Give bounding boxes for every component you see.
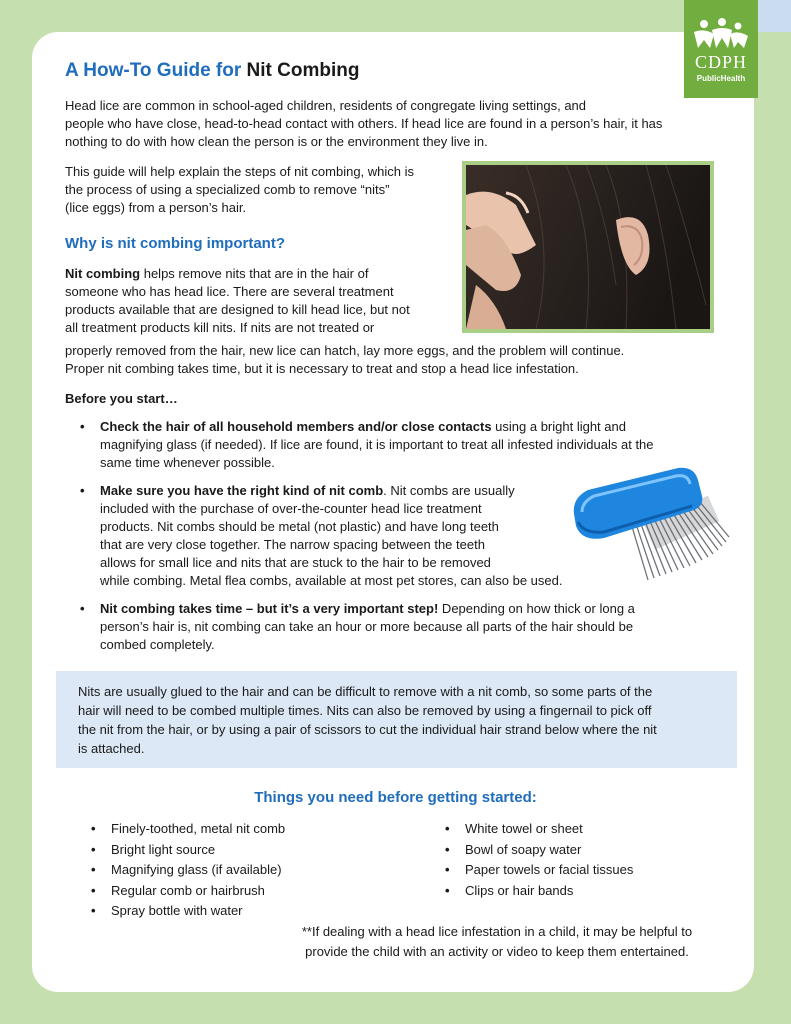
list-item: • Spray bottle with water — [111, 901, 411, 922]
people-logo-icon — [692, 18, 750, 52]
footnote: **If dealing with a head lice infestation in a child, it may be helpful to provide the child with an activity or video to keep them entertained. — [301, 924, 693, 959]
why-bold-lead: Nit combing — [65, 266, 141, 281]
list-item: • Clips or hair bands — [465, 881, 735, 902]
guide-line: This guide will help explain the steps of nit combing, which is — [65, 164, 415, 179]
intro-line: people who have close, head-to-head contact with others. If head lice are found in a person’s hair, it has — [65, 116, 663, 131]
bullet-bold: Nit combing takes time – but it’s a very important step! — [100, 601, 439, 616]
why-paragraph — [65, 265, 465, 337]
why-line: products available that are designed to kill head lice, but not — [65, 302, 410, 317]
list-item: • Nit combing takes time – but it’s a very important step! Depending on how thick or long a person’s hair is, nit combing can take an hour or more because all parts of the hair should be combed completely. — [100, 600, 735, 654]
list-item: • Paper towels or facial tissues — [465, 860, 735, 881]
before-list-3 — [100, 600, 735, 654]
corner-accent — [757, 0, 791, 32]
callout-text: Nits are usually glued to the hair and can be difficult to remove with a nit comb, so some parts of the hair will need to be combed multiple times. Nits can also be removed by using a fingernail to pick off the nit from the hair, or by using a pair of scissors to cut the individual hair strand below where the nit is attached. — [78, 684, 657, 756]
logo-sub: PublicHealth — [696, 74, 746, 83]
why-line: someone who has head lice. There are several treatment — [65, 284, 394, 299]
why-line: all treatment products kill nits. If nits are not treated or — [65, 320, 375, 335]
bullet-bold: Make sure you have the right kind of nit comb — [100, 483, 384, 498]
things-list-left — [111, 819, 411, 922]
list-item: • Check the hair of all household members and/or close contacts using a bright light and magnifying glass (if needed). If lice are found, it is important to treat all infested individuals at the same time whenever possible. — [100, 418, 735, 472]
callout-box — [56, 671, 737, 768]
bullet-bold: Check the hair of all household members and/or close contacts — [100, 419, 492, 434]
things-list-right — [465, 819, 735, 901]
guide-paragraph — [65, 163, 465, 217]
cdph-logo — [684, 0, 758, 98]
list-item: • Finely-toothed, metal nit comb — [111, 819, 411, 840]
guide-line: (lice eggs) from a person’s hair. — [65, 200, 247, 215]
why-line-rest: helps remove nits that are in the hair of — [140, 266, 369, 281]
title-main: Nit Combing — [246, 60, 360, 81]
intro-paragraph — [65, 97, 735, 151]
page-title — [65, 60, 359, 82]
list-item: • Bright light source — [111, 840, 411, 861]
intro-line: nothing to do with how clean the person is or the environment they live in. — [65, 134, 488, 149]
intro-line: Head lice are common in school-aged children, residents of congregate living settings, and — [65, 98, 587, 113]
why-paragraph-cont — [65, 342, 735, 378]
list-item: • White towel or sheet — [465, 819, 735, 840]
list-item: • Magnifying glass (if available) — [111, 860, 411, 881]
hair-photo — [462, 161, 714, 333]
why-line: properly removed from the hair, new lice can hatch, lay more eggs, and the problem will continue. — [65, 343, 625, 358]
list-item: • Make sure you have the right kind of nit comb. Nit combs are usually included with the purchase of over-the-counter head lice treatment products. Nit combs should be metal (not plastic) and have long teeth that are very close together. The narrow spacing between the teeth allows for small lice and nits that are stuck to the hair to be removed while combing. Metal flea combs, available at most pet stores, can also be used. — [100, 482, 620, 590]
before-heading: Before you start… — [65, 391, 178, 406]
why-line — [65, 265, 465, 283]
why-heading: Why is nit combing important? — [65, 235, 285, 252]
guide-line: the process of using a specialized comb to remove “nits” — [65, 182, 390, 197]
logo-org: CDPH — [694, 52, 747, 72]
why-line: Proper nit combing takes time, but it is necessary to treat and stop a head lice infestation. — [65, 361, 579, 376]
nit-comb-icon — [568, 462, 734, 584]
list-item: • Regular comb or hairbrush — [111, 881, 411, 902]
list-item: • Bowl of soapy water — [465, 840, 735, 861]
things-heading: Things you need before getting started: — [254, 789, 537, 806]
title-prefix: A How-To Guide for — [65, 60, 247, 81]
before-list-2 — [100, 482, 620, 590]
